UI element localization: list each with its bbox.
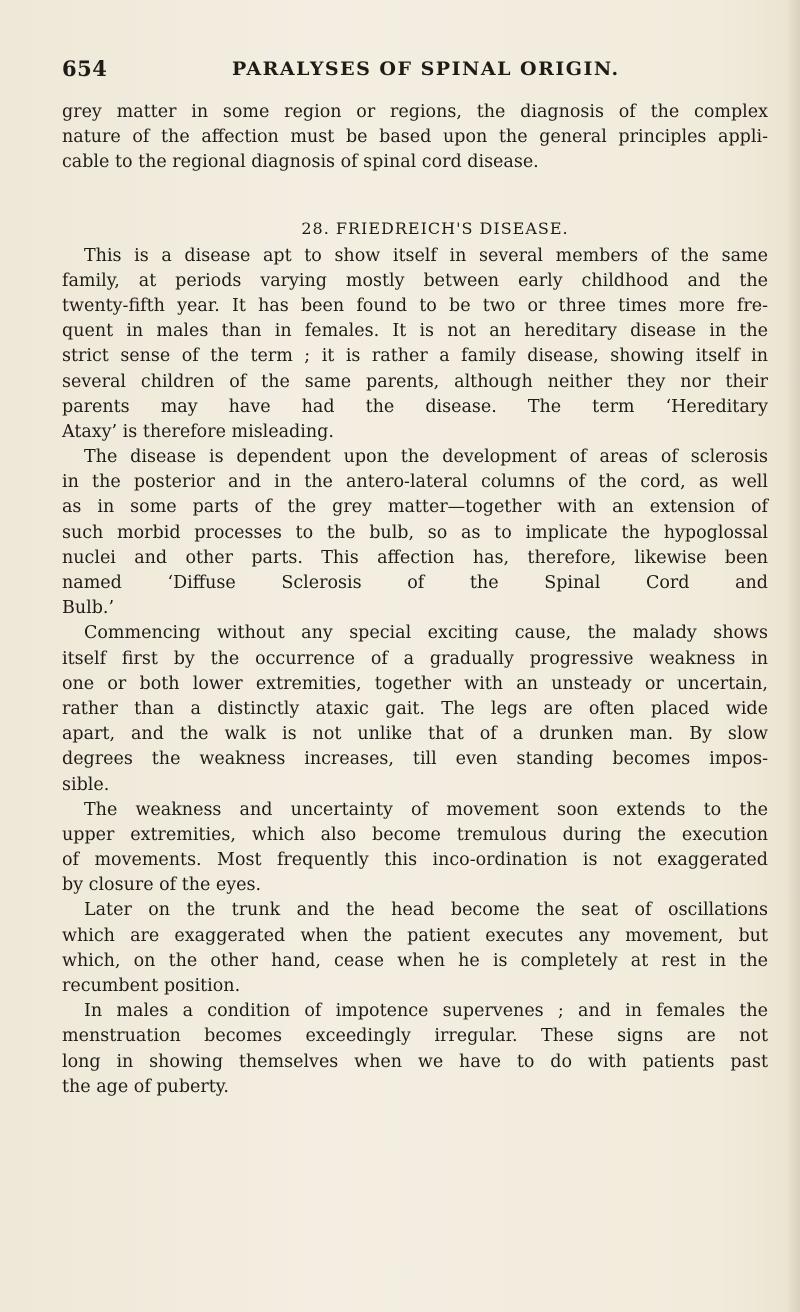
text-line: named ‘Diffuse Sclerosis of the Spinal Cord and — [62, 573, 768, 593]
text-line: twenty-fifth year. It has been found to be two or three times more fre- — [62, 295, 768, 316]
text-line: which are exaggerated when the patient executes any movement, but — [62, 925, 768, 946]
page-edge-shadow — [786, 0, 800, 1312]
text-line: cable to the regional diagnosis of spinal cord disease. — [62, 152, 539, 173]
text-line: itself first by the occurrence of a gradually progressive weakness in — [62, 648, 768, 669]
text-line: such morbid processes to the bulb, so as to implicate the hypoglossal — [62, 522, 768, 543]
text-line: Commencing without any special exciting cause, the malady shows — [84, 623, 768, 644]
text-line: Ataxy’ is therefore misleading. — [62, 421, 334, 442]
text-line: recumbent position. — [62, 976, 241, 996]
section-body — [62, 244, 768, 1100]
text-line: of movements. Most frequently this inco-ordination is not exaggerated — [62, 850, 768, 871]
text-line: one or both lower extremities, together with an unsteady or uncertain, — [62, 673, 768, 694]
text-line: as in some parts of the grey matter—together with an extension of — [62, 497, 768, 518]
text-line: nature of the affection must be based upon the general principles appli- — [62, 127, 768, 148]
text-line: Bulb.’ — [62, 598, 115, 619]
text-line: upper extremities, which also become tremulous during the execution — [62, 824, 768, 845]
page-number: 654 — [62, 56, 108, 81]
text-line: menstruation becomes exceedingly irregular. These signs are not — [62, 1026, 768, 1047]
text-line: In males a condition of impotence supervenes ; and in females the — [84, 1001, 768, 1022]
text-line: parents may have had the disease. The term ‘Hereditary — [62, 396, 768, 417]
text-line: grey matter in some region or regions, the diagnosis of the complex — [62, 102, 768, 122]
text-line: strict sense of the term ; it is rather a family disease, showing itself in — [62, 346, 768, 367]
text-line: apart, and the walk is not unlike that of a drunken man. By slow — [62, 724, 768, 745]
text-line: nuclei and other parts. This affection has, therefore, likewise been — [62, 547, 768, 568]
body-text — [62, 100, 768, 1100]
text-line: Later on the trunk and the head become the seat of oscillations — [84, 900, 768, 921]
text-line: the age of puberty. — [62, 1076, 229, 1097]
text-line: family, at periods varying mostly between early childhood and the — [62, 270, 768, 291]
text-line: rather than a distinctly ataxic gait. The legs are often placed wide — [62, 698, 768, 719]
text-line: which, on the other hand, cease when he is completely at rest in the — [62, 950, 768, 971]
page-header — [62, 56, 702, 86]
text-line: The disease is dependent upon the development of areas of sclerosis — [84, 447, 768, 468]
text-line: by closure of the eyes. — [62, 875, 262, 896]
text-line: degrees the weakness increases, till even standing becomes impos- — [62, 749, 768, 770]
intro-paragraph — [62, 100, 768, 176]
text-line: This is a disease apt to show itself in several members of the same — [84, 245, 768, 266]
text-line: in the posterior and in the antero-lateral columns of the cord, as well — [62, 472, 768, 493]
text-line: The weakness and uncertainty of movement soon extends to the — [84, 799, 768, 820]
text-line: several children of the same parents, although neither they nor their — [62, 371, 768, 392]
text-line: quent in males than in females. It is not an hereditary disease in the — [62, 321, 768, 342]
running-head: PARALYSES OF SPINAL ORIGIN. — [232, 58, 620, 80]
text-line: long in showing themselves when we have to do with patients past — [62, 1051, 768, 1072]
section-heading: 28. FRIEDREICH'S DISEASE. — [301, 218, 569, 238]
text-line: sible. — [62, 774, 110, 795]
